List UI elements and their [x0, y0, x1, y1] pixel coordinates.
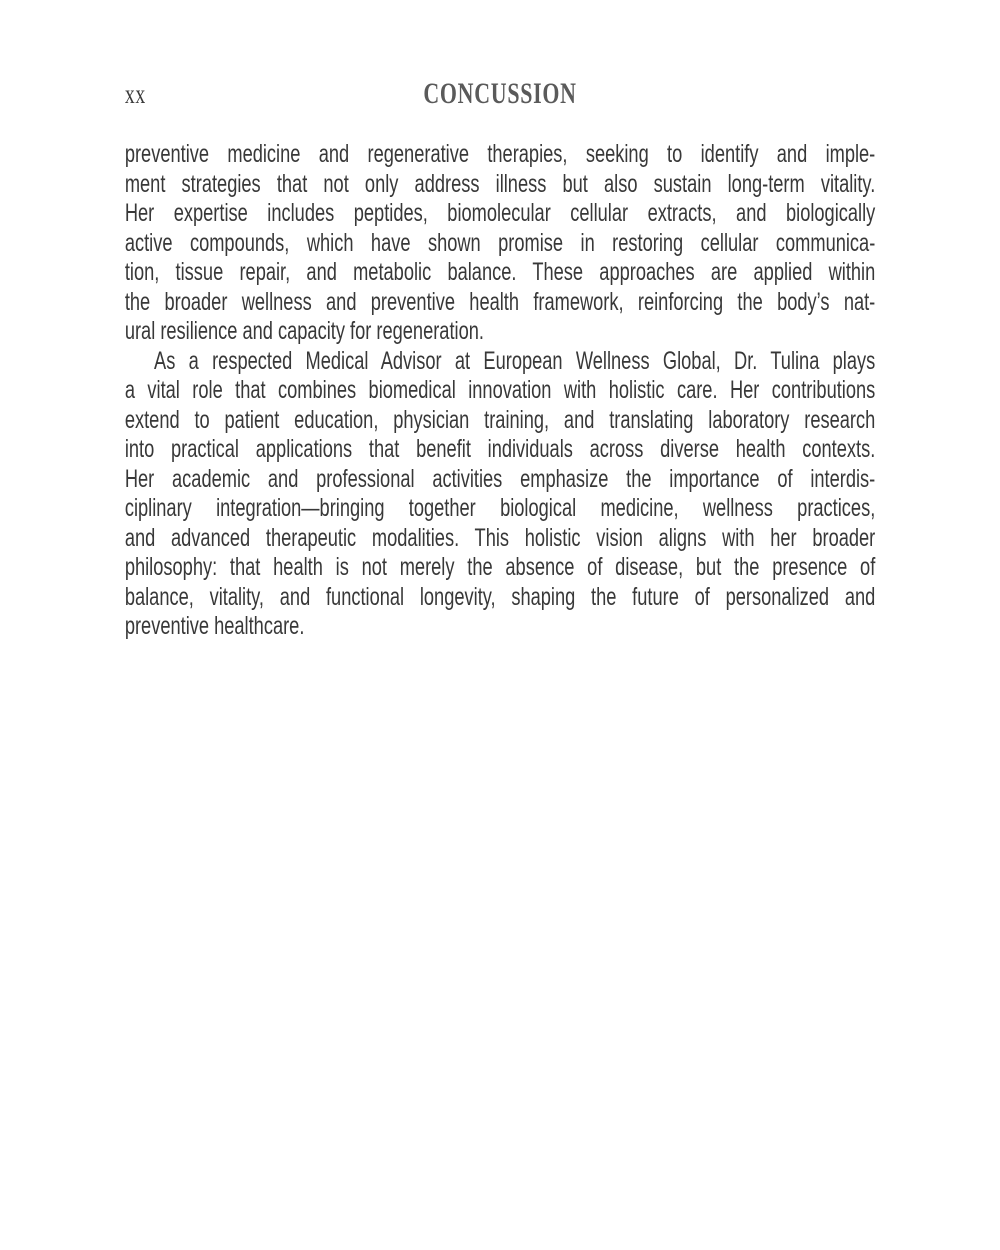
text-line: ment strategies that not only address illness but also sustain long-term vitality. [124, 169, 876, 198]
text-line: ciplinary integration—bringing together biological medicine, wellness practices, [124, 494, 876, 522]
text-line: philosophy: that health is not merely the absence of disease, but the presence of [124, 553, 876, 581]
text-line: tion, tissue repair, and metabolic balance. These approaches are applied within [124, 258, 876, 286]
page-body-text [125, 140, 875, 642]
text-line: and advanced therapeutic modalities. This holistic vision aligns with her broader [124, 523, 876, 552]
text-line: ural resilience and capacity for regeneration. [124, 317, 484, 345]
page-header [125, 79, 875, 109]
text-line: Her expertise includes peptides, biomolecular cellular extracts, and biologically [124, 199, 876, 227]
running-head: CONCUSSION [423, 77, 577, 110]
text-line: the broader wellness and preventive health framework, reinforcing the body’s nat- [124, 287, 876, 316]
page-number: xx [124, 79, 146, 109]
text-line: preventive medicine and regenerative therapies, seeking to identify and imple- [124, 140, 876, 168]
text-line: extend to patient education, physician training, and translating laboratory research [124, 405, 876, 434]
text-line: active compounds, which have shown promise in restoring cellular communica- [124, 228, 876, 257]
paragraph [125, 140, 875, 347]
text-line: a vital role that combines biomedical innovation with holistic care. Her contributions [124, 376, 876, 404]
text-line: preventive healthcare. [124, 612, 305, 640]
text-line: As a respected Medical Advisor at European Wellness Global, Dr. Tulina plays [154, 346, 876, 375]
text-line: Her academic and professional activities emphasize the importance of interdis- [124, 464, 876, 493]
paragraph [125, 347, 875, 642]
text-line: balance, vitality, and functional longevity, shaping the future of personalized and [124, 582, 876, 611]
text-line: into practical applications that benefit individuals across diverse health contexts. [124, 435, 876, 463]
